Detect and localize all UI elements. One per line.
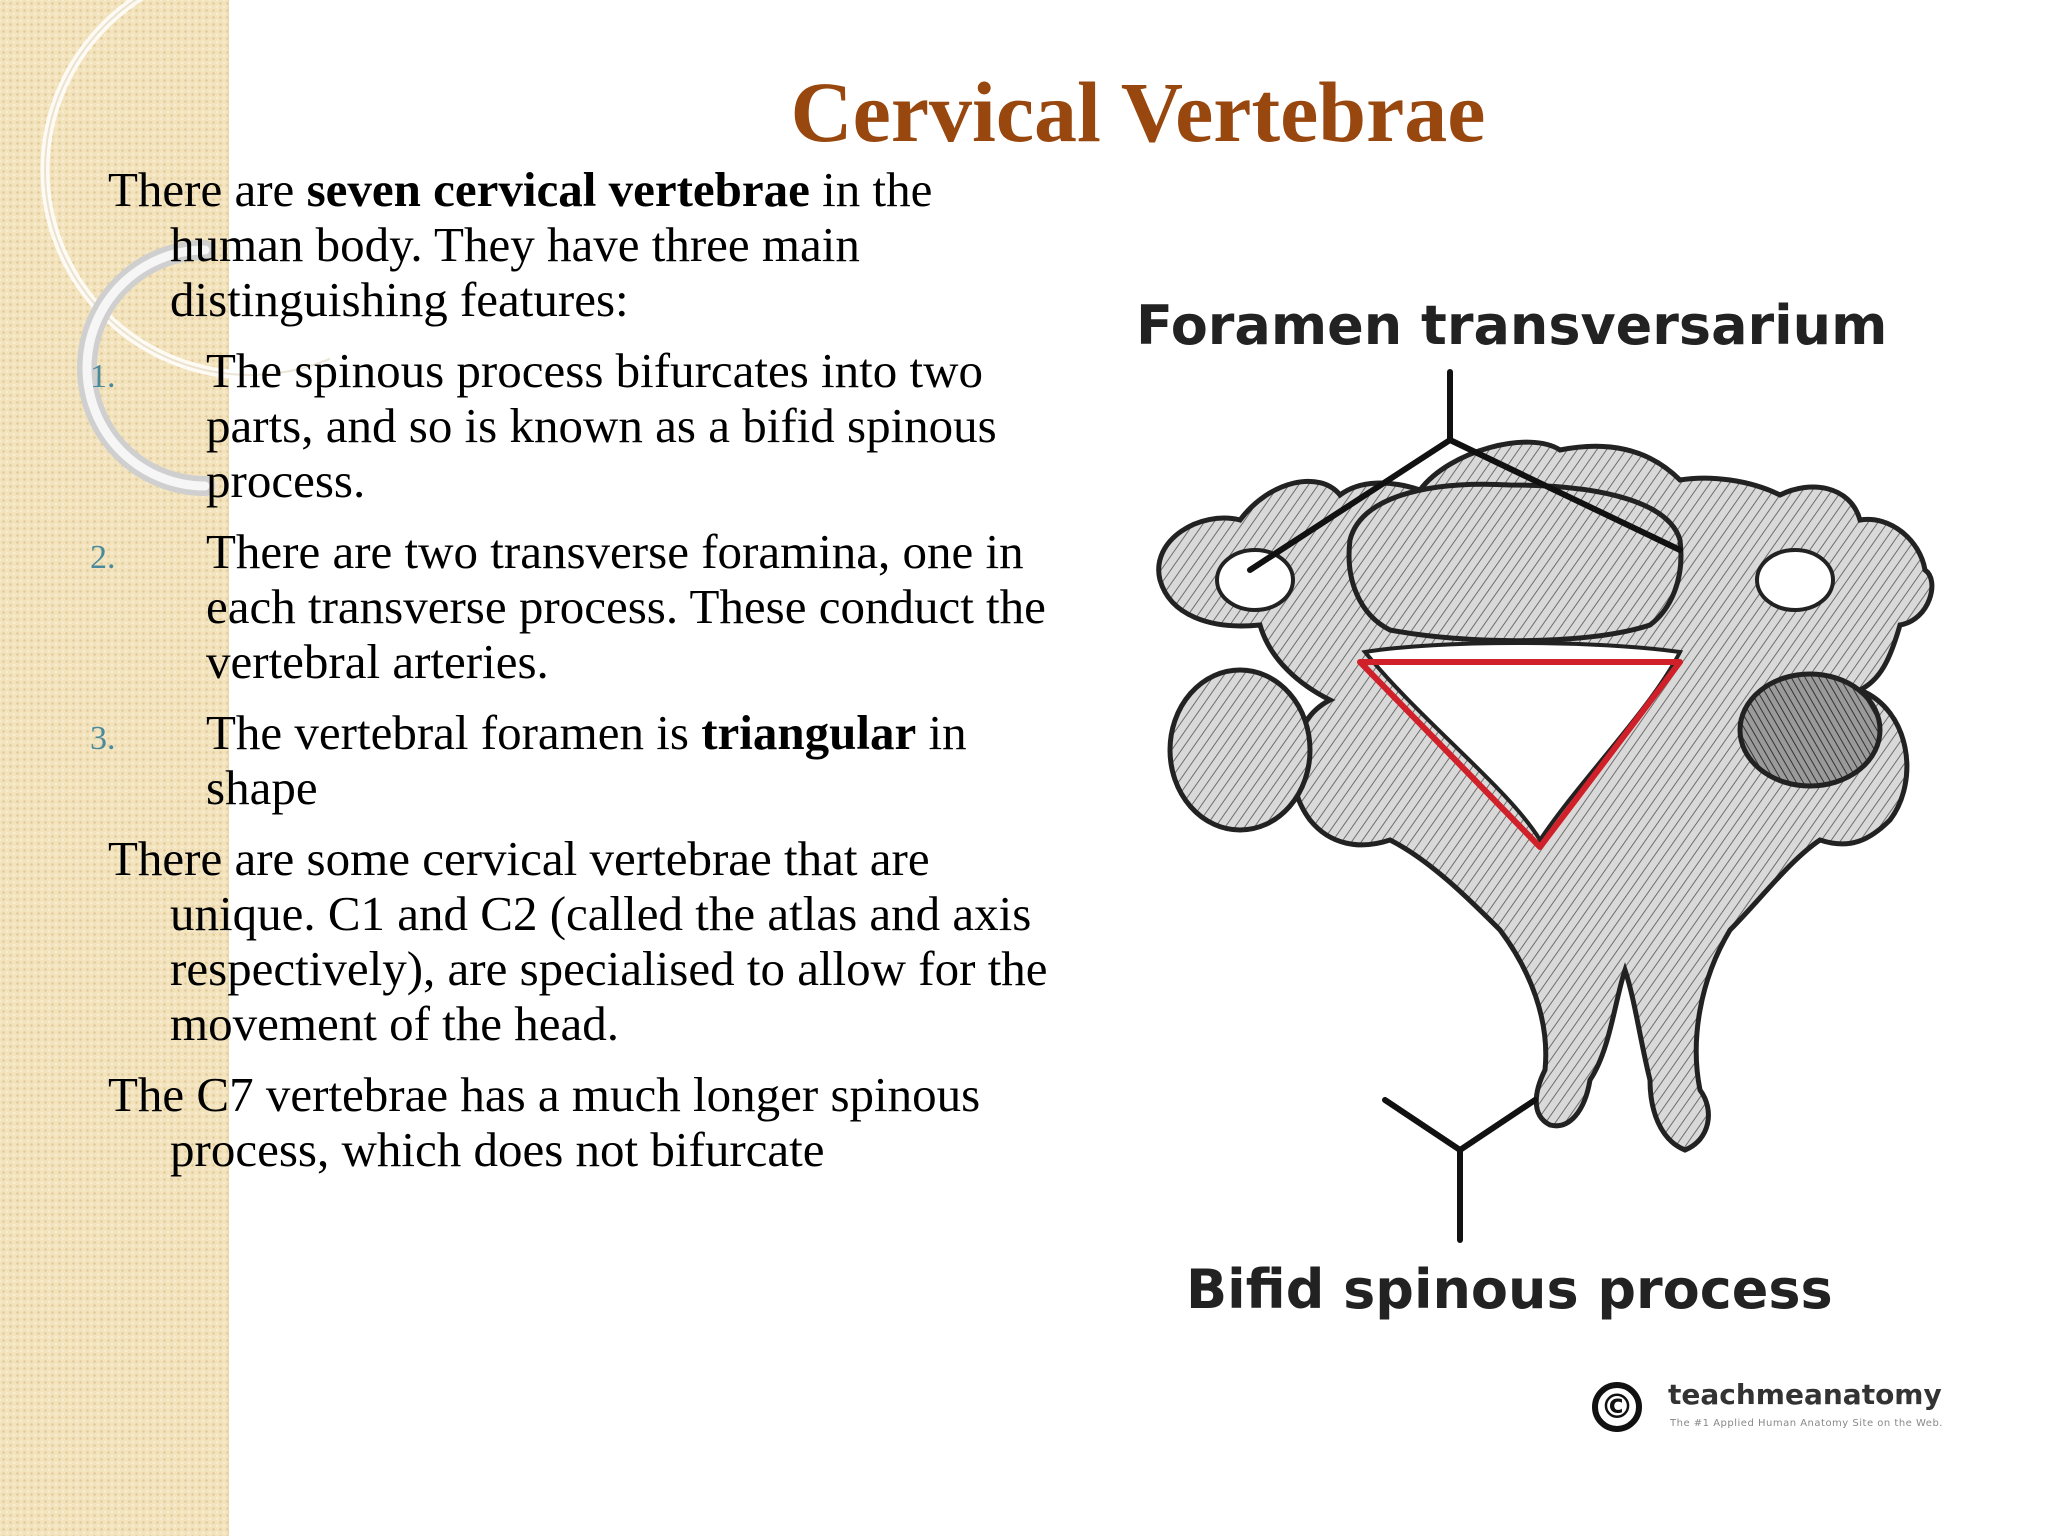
feature-item-3 xyxy=(90,705,1068,815)
feature-text-start: The vertebral foramen is xyxy=(206,705,702,760)
feature-number: 1. xyxy=(90,358,116,395)
slide-title: Cervical Vertebrae xyxy=(790,64,1486,160)
vertebra-illustration xyxy=(1090,280,2010,1450)
features-list xyxy=(90,343,1068,815)
credit-brand-name: teachmeanatomy xyxy=(1668,1378,1942,1411)
copyright-icon: © xyxy=(1592,1382,1642,1432)
unique-vertebrae-paragraph: There are some cervical vertebrae that are unique. C1 and C2 (called the atlas and axis respectively), are specialised to allow for the movement of the head. xyxy=(108,831,1048,1051)
feature-item-1 xyxy=(90,343,1068,508)
feature-number: 3. xyxy=(90,720,116,757)
feature-text: There are two transverse foramina, one in each transverse process. These conduct the vertebral arteries. xyxy=(206,524,1046,689)
intro-text-start: There are xyxy=(108,162,307,217)
intro-bold-text: seven cervical vertebrae xyxy=(306,162,810,217)
teachmeanatomy-credit xyxy=(1592,1378,2012,1442)
vertebra-figure xyxy=(1090,280,2010,1450)
intro-paragraph xyxy=(108,162,1068,327)
feature-text: The spinous process bifurcates into two parts, and so is known as a bifid spinous process. xyxy=(206,343,997,508)
credit-tagline: The #1 Applied Human Anatomy Site on the Web. xyxy=(1670,1418,1943,1429)
bottom-pointer-lines xyxy=(1385,1100,1535,1240)
vertebra-bone xyxy=(1159,442,1932,1150)
feature-bold-text: triangular xyxy=(701,705,917,760)
label-foramen-transversarium: Foramen transversarium xyxy=(1136,294,1888,357)
intro-text-end: in the human body. They have three main distinguishing features: xyxy=(170,162,933,327)
slide-body xyxy=(90,162,1068,1193)
c7-paragraph: The C7 vertebrae has a much longer spinous process, which does not bifurcate xyxy=(108,1067,981,1177)
feature-item-2 xyxy=(90,524,1068,689)
label-bifid-spinous-process: Bifid spinous process xyxy=(1186,1258,1833,1321)
feature-text-end: in shape xyxy=(206,705,967,815)
feature-number: 2. xyxy=(90,539,116,576)
